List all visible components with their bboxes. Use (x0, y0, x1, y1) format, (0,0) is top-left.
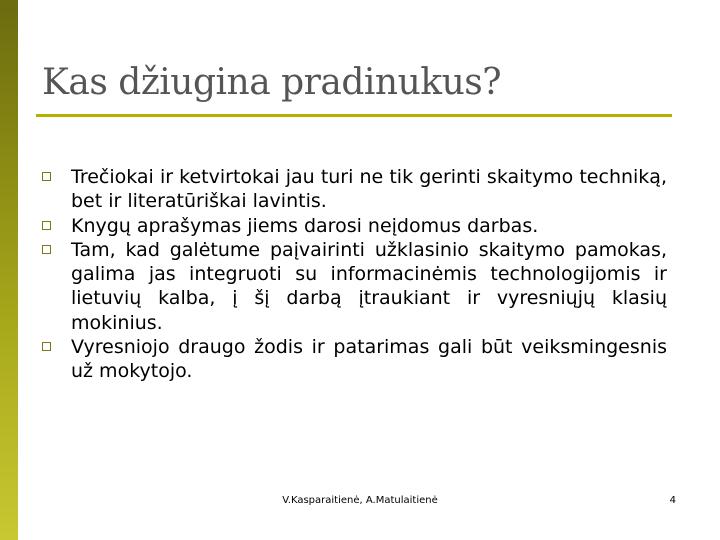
square-bullet-icon (42, 221, 51, 230)
square-bullet-icon (42, 342, 51, 351)
page-number: 4 (669, 495, 676, 506)
bullet-item (42, 238, 667, 335)
bullet-item (42, 335, 667, 384)
bullet-list (42, 165, 667, 384)
slide-title: Kas džiugina pradinukus? (42, 62, 502, 103)
slide-footer: V.Kasparaitienė, A.Matulaitienė (282, 495, 438, 506)
bullet-text: Knygų aprašymas jiems darosi neįdomus darbas. (71, 214, 539, 237)
side-accent-bar (0, 0, 18, 540)
bullet-text: Vyresniojo draugo žodis ir patarimas gali būt veiksmingesnis už mokytojo. (71, 336, 667, 383)
square-bullet-icon (42, 245, 51, 254)
bullet-text: Trečiokai ir ketvirtokai jau turi ne tik gerinti skaitymo techniką, bet ir literatūriškai lavintis. (71, 166, 667, 213)
bullet-item (42, 214, 667, 238)
square-bullet-icon (42, 172, 51, 181)
bullet-text: Tam, kad galėtume paįvairinti užklasinio skaitymo pamokas, galima jas integruoti su informacinėmis technologijomis ir lietuvių kalba, į šį darbą įtraukiant ir vyresniųjų klasių mokinius. (71, 238, 667, 334)
title-underline (36, 114, 672, 117)
bullet-item (42, 165, 667, 214)
